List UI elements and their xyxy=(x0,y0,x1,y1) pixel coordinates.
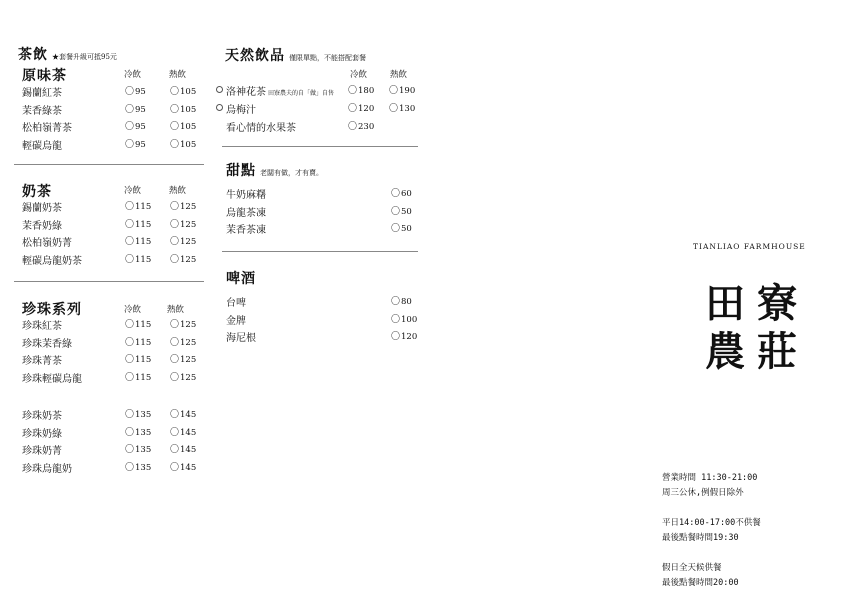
cold-price xyxy=(125,335,151,348)
menu-row xyxy=(22,317,222,335)
hot-price xyxy=(170,217,196,230)
price-value: 125 xyxy=(180,254,197,265)
item-name: 珍珠紅茶 xyxy=(22,321,62,332)
hot-price xyxy=(389,83,415,96)
menu-row xyxy=(22,234,222,252)
price-circle: 〇 xyxy=(125,320,135,330)
cold-price xyxy=(125,102,146,115)
menu-row xyxy=(216,119,426,137)
bullet-icon xyxy=(216,86,223,93)
hours-line: 假日全天候供餐 xyxy=(662,563,722,573)
price-circle: 〇 xyxy=(170,254,180,265)
menu-row xyxy=(22,335,222,353)
price-circle: 〇 xyxy=(170,104,180,115)
price-value: 135 xyxy=(135,445,152,455)
price-circle: 〇 xyxy=(125,410,135,420)
brand-english-name: TIANLIAO FARMHOUSE xyxy=(693,242,806,251)
price-value: 50 xyxy=(401,206,412,217)
menu-row xyxy=(22,442,222,460)
cold-header: 冷飲 xyxy=(124,186,142,196)
price-value: 125 xyxy=(180,237,197,247)
dessert-note: 老闆有做，才有賣。 xyxy=(260,169,323,177)
cold-price xyxy=(125,234,151,247)
price-circle: 〇 xyxy=(170,87,180,97)
price-circle: 〇 xyxy=(125,372,135,383)
menu-row xyxy=(216,101,426,119)
cold-price xyxy=(125,252,151,265)
price-value: 125 xyxy=(180,320,197,330)
price-circle: 〇 xyxy=(125,219,135,230)
item-name: 茉香綠茶 xyxy=(22,105,62,117)
price-circle: 〇 xyxy=(125,202,135,212)
price-value: 105 xyxy=(180,139,197,150)
price-circle: 〇 xyxy=(125,462,135,473)
dessert-title: 甜點 xyxy=(226,163,256,179)
cold-price xyxy=(125,217,151,230)
price-value: 60 xyxy=(401,189,412,199)
hours-line xyxy=(662,501,761,516)
price-value: 115 xyxy=(135,202,152,212)
hot-price xyxy=(170,137,196,150)
price-circle: 〇 xyxy=(391,224,401,234)
price-circle: 〇 xyxy=(391,189,401,199)
cold-price xyxy=(125,317,151,330)
hot-price xyxy=(170,370,196,383)
cold-price xyxy=(125,84,146,97)
pearl-series-title: 珍珠系列 xyxy=(22,302,82,318)
price-value: 125 xyxy=(180,202,197,212)
menu-row xyxy=(226,312,426,330)
item-name: 輕碳烏龍 xyxy=(22,140,62,152)
price-value: 145 xyxy=(180,445,197,455)
menu-row xyxy=(22,352,222,370)
price xyxy=(391,186,412,199)
hot-price xyxy=(170,234,196,247)
item-name: 烏龍茶凍 xyxy=(226,207,266,219)
price-value: 125 xyxy=(180,372,197,383)
price-value: 145 xyxy=(180,462,197,473)
dessert-section xyxy=(226,160,323,180)
cold-header: 冷飲 xyxy=(124,305,142,315)
tea-title: 茶飲 xyxy=(18,47,48,63)
business-hours xyxy=(662,471,761,591)
original-tea-title: 原味茶 xyxy=(22,68,67,84)
price-value: 80 xyxy=(401,297,412,307)
price-value: 95 xyxy=(135,122,146,132)
divider xyxy=(14,281,204,282)
price-circle: 〇 xyxy=(170,462,180,473)
hot-header: 熱飲 xyxy=(169,70,187,80)
price-value: 105 xyxy=(180,87,197,97)
cold-header: 冷飲 xyxy=(124,70,142,80)
item-name: 台啤 xyxy=(226,298,246,309)
menu-row xyxy=(226,221,426,239)
cold-price xyxy=(125,460,151,473)
price-value: 125 xyxy=(180,355,197,365)
price-value: 115 xyxy=(135,219,152,230)
divider xyxy=(222,146,418,147)
cold-price xyxy=(125,137,146,150)
price-circle: 〇 xyxy=(125,355,135,365)
price-value: 95 xyxy=(135,139,146,150)
price-circle: 〇 xyxy=(125,139,135,150)
natural-drinks-title: 天然飲品 xyxy=(225,48,285,64)
price-value: 180 xyxy=(358,86,375,96)
price-circle: 〇 xyxy=(170,219,180,230)
tea-section-title xyxy=(18,44,117,64)
price-circle: 〇 xyxy=(170,139,180,150)
price-circle: 〇 xyxy=(125,337,135,348)
price-circle: 〇 xyxy=(170,355,180,365)
item-subnote: 田寮農夫的自「做」自售 xyxy=(268,90,335,97)
price-circle: 〇 xyxy=(170,237,180,247)
item-name: 松柏嶺奶菁 xyxy=(22,238,72,249)
brand-chinese-name-line1: 田寮 xyxy=(705,280,809,327)
hot-price xyxy=(170,252,196,265)
menu-row xyxy=(216,83,426,101)
price-value: 190 xyxy=(399,86,416,96)
menu-row xyxy=(22,370,222,388)
price-value: 145 xyxy=(180,427,197,438)
hot-price xyxy=(170,352,196,365)
menu-row xyxy=(226,329,426,347)
item-name: 烏梅汁 xyxy=(226,105,256,116)
hot-price xyxy=(170,102,196,115)
item-name: 海尼根 xyxy=(226,333,256,344)
price-value: 100 xyxy=(401,314,418,325)
cold-price xyxy=(125,407,151,420)
menu-row xyxy=(22,217,222,235)
item-name: 輕碳烏龍奶茶 xyxy=(22,255,82,267)
menu-row xyxy=(226,204,426,222)
hours-line: 營業時間 11:30-21:00 xyxy=(662,473,758,483)
hot-price xyxy=(170,317,196,330)
price-value: 125 xyxy=(180,219,197,230)
hours-line: 平日14:00-17:00不供餐 xyxy=(662,518,761,528)
menu-row xyxy=(226,186,426,204)
menu-row xyxy=(22,407,222,425)
menu-row xyxy=(22,199,222,217)
price-circle: 〇 xyxy=(125,237,135,247)
item-name: 錫蘭紅茶 xyxy=(22,88,62,99)
cold-price xyxy=(125,352,151,365)
hot-price xyxy=(170,335,196,348)
price-value: 115 xyxy=(135,320,152,330)
item-name: 珍珠茉香綠 xyxy=(22,338,72,350)
tea-upgrade-note: ★套餐升級可抵95元 xyxy=(52,53,117,61)
beer-title: 啤酒 xyxy=(226,271,256,287)
hot-header: 熱飲 xyxy=(390,70,408,80)
price-value: 135 xyxy=(135,427,152,438)
price-circle: 〇 xyxy=(170,410,180,420)
item-name: 錫蘭奶茶 xyxy=(22,203,62,214)
price xyxy=(391,329,417,342)
hours-line: 最後點餐時間19:30 xyxy=(662,533,739,543)
price xyxy=(391,294,412,307)
hot-price xyxy=(170,460,196,473)
price-circle: 〇 xyxy=(391,297,401,307)
price-circle: 〇 xyxy=(125,122,135,132)
hours-line: 周三公休,例假日除外 xyxy=(662,488,744,498)
price-value: 115 xyxy=(135,337,152,348)
item-name: 珍珠奶綠 xyxy=(22,428,62,440)
menu-row xyxy=(22,460,222,478)
hours-line: 最後點餐時間20:00 xyxy=(662,578,739,588)
price-value: 50 xyxy=(401,224,412,234)
cold-price xyxy=(348,83,374,96)
price-circle: 〇 xyxy=(348,122,358,132)
price-circle: 〇 xyxy=(170,427,180,438)
price-value: 115 xyxy=(135,355,152,365)
price-value: 95 xyxy=(135,87,146,97)
natural-drinks-note: 僅限單點，不能搭配套餐 xyxy=(289,54,366,62)
price-value: 95 xyxy=(135,104,146,115)
hot-header: 熱飲 xyxy=(169,186,187,196)
price xyxy=(391,312,417,325)
hot-header: 熱飲 xyxy=(167,305,185,315)
price-circle: 〇 xyxy=(389,86,399,96)
price-circle: 〇 xyxy=(170,372,180,383)
hot-price xyxy=(170,119,196,132)
cold-price xyxy=(125,442,151,455)
divider xyxy=(14,164,204,165)
item-name: 珍珠奶菁 xyxy=(22,446,62,457)
hot-price xyxy=(170,425,196,438)
price xyxy=(391,204,412,217)
price-value: 135 xyxy=(135,410,152,420)
bullet-icon xyxy=(216,104,223,111)
price-value: 120 xyxy=(358,104,375,114)
price-circle: 〇 xyxy=(125,104,135,115)
item-name: 茉香茶凍 xyxy=(226,225,266,236)
hot-price xyxy=(170,407,196,420)
brand-chinese-name-line2: 農莊 xyxy=(705,328,809,375)
hot-price xyxy=(170,84,196,97)
divider xyxy=(222,251,418,252)
price-value: 130 xyxy=(399,104,416,114)
cold-price xyxy=(125,370,151,383)
price-circle: 〇 xyxy=(348,104,358,114)
item-name: 珍珠輕碳烏龍 xyxy=(22,373,82,385)
price-circle: 〇 xyxy=(125,427,135,438)
price-value: 120 xyxy=(401,332,418,342)
price-circle: 〇 xyxy=(170,202,180,212)
menu-row xyxy=(226,294,426,312)
price-circle: 〇 xyxy=(170,320,180,330)
price-value: 105 xyxy=(180,104,197,115)
price-circle: 〇 xyxy=(391,314,401,325)
item-name: 珍珠菁茶 xyxy=(22,356,62,367)
price-circle: 〇 xyxy=(170,445,180,455)
hot-price xyxy=(389,101,415,114)
menu-row xyxy=(22,119,222,137)
price-value: 115 xyxy=(135,372,152,383)
price-circle: 〇 xyxy=(170,337,180,348)
cold-price xyxy=(125,199,151,212)
item-name: 珍珠烏龍奶 xyxy=(22,463,72,475)
menu-row xyxy=(22,425,222,443)
cold-price xyxy=(348,119,374,132)
price-circle: 〇 xyxy=(391,206,401,217)
price-circle: 〇 xyxy=(125,87,135,97)
cold-price xyxy=(348,101,374,114)
price-value: 115 xyxy=(135,237,152,247)
hot-price xyxy=(170,442,196,455)
item-name: 看心情的水果茶 xyxy=(226,123,296,134)
milk-tea-title: 奶茶 xyxy=(22,184,52,200)
item-name: 茉香奶綠 xyxy=(22,220,62,232)
price-value: 125 xyxy=(180,337,197,348)
item-name: 松柏嶺菁茶 xyxy=(22,123,72,134)
price-value: 115 xyxy=(135,254,152,265)
price-circle: 〇 xyxy=(389,104,399,114)
menu-row xyxy=(22,252,222,270)
price-circle: 〇 xyxy=(348,86,358,96)
item-name: 洛神花茶 田寮農夫的自「做」自售 xyxy=(226,87,335,98)
menu-row xyxy=(22,102,222,120)
menu-row xyxy=(22,137,222,155)
price xyxy=(391,221,412,234)
hours-line xyxy=(662,546,761,561)
price-circle: 〇 xyxy=(170,122,180,132)
item-name: 珍珠奶茶 xyxy=(22,411,62,422)
cold-price xyxy=(125,425,151,438)
price-circle: 〇 xyxy=(125,254,135,265)
item-name: 牛奶麻糬 xyxy=(226,190,266,201)
menu-row xyxy=(22,84,222,102)
price-value: 135 xyxy=(135,462,152,473)
item-name: 金牌 xyxy=(226,315,246,327)
hot-price xyxy=(170,199,196,212)
natural-drinks-section xyxy=(225,45,366,65)
price-value: 145 xyxy=(180,410,197,420)
price-value: 230 xyxy=(358,122,375,132)
price-value: 105 xyxy=(180,122,197,132)
cold-price xyxy=(125,119,146,132)
cold-header: 冷飲 xyxy=(350,70,368,80)
price-circle: 〇 xyxy=(391,332,401,342)
price-circle: 〇 xyxy=(125,445,135,455)
